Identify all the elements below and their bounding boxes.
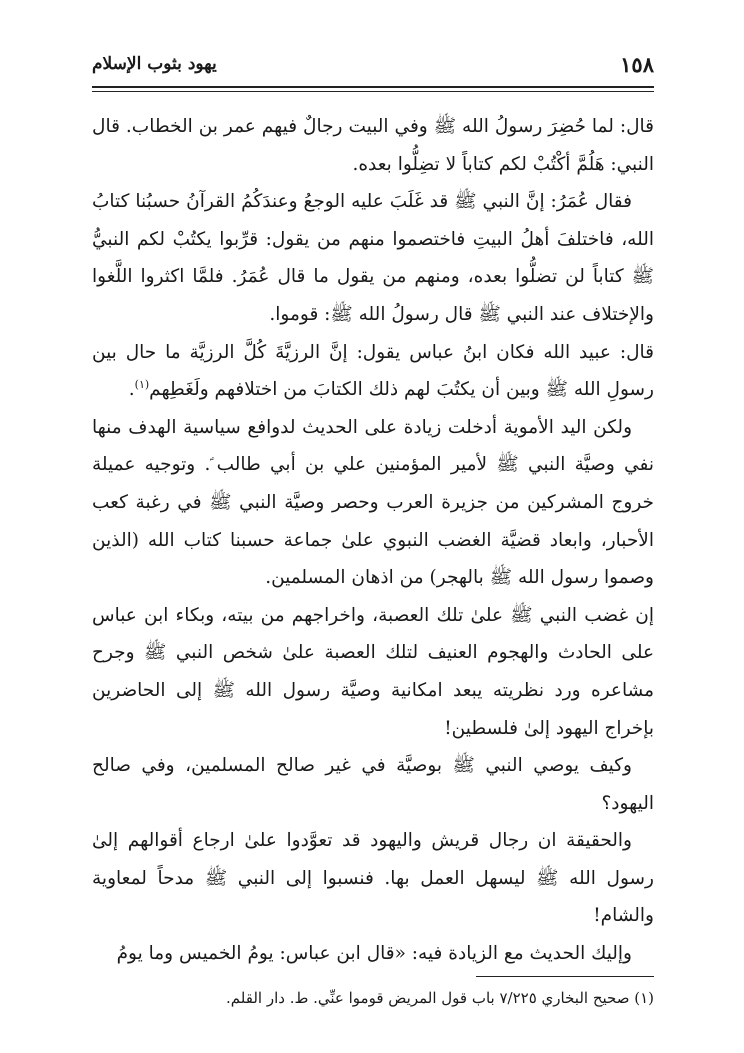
paragraph-3-tail: . bbox=[128, 379, 135, 401]
page-number: ١٥٨ bbox=[620, 52, 654, 77]
page-header bbox=[92, 50, 654, 84]
paragraph-7-text: والحقيقة ان رجال قريش واليهود قد تعوَّدوا علىٰ ارجاع أقوالهم إلىٰ رسول الله ﷺ ليسهل العمل بها. فنسبوا إلى النبي ﷺ مدحاً لمعاوية والشام! bbox=[92, 830, 654, 927]
paragraph-8-text: وإليك الحديث مع الزيادة فيه: «قال ابن عباس: يومُ الخميس وما يومُ bbox=[116, 943, 632, 965]
running-title: يهود بثوب الإسلام bbox=[92, 54, 217, 74]
paragraph-7 bbox=[92, 822, 654, 935]
paragraph-5-text: إن غضب النبي ﷺ علىٰ تلك العصبة، واخراجهم من بيته، وبكاء ابن عباس على الحادث والهجوم العنيف لتلك العصبة علىٰ شخص النبي ﷺ وجرح مشاعره ورد نظريته يبعد امكانية وصيَّة رسول الله ﷺ إلى الحاضرين بإخراج اليهود إلىٰ فلسطين! bbox=[92, 604, 654, 739]
paragraph-6 bbox=[92, 747, 654, 822]
paragraph-5 bbox=[92, 597, 654, 747]
footnote-text: (١) صحيح البخاري ٧/٢٢٥ باب قول المريض قوموا عنِّي. ط. دار القلم. bbox=[226, 989, 654, 1007]
paragraph-3-text: قال: عبيد الله فكان ابنُ عباس يقول: إنَّ الرزيَّةَ كُلَّ الرزيَّة ما حال بين رسولِ الله ﷺ وبين أن يكتُبَ لهم ذلك الكتابَ من اختلافهم ولَغَطِهم bbox=[92, 341, 654, 401]
header-rule-thin bbox=[92, 91, 654, 92]
footnote bbox=[92, 986, 654, 1010]
paragraph-1-text: قال: لما حُضِرَ رسولُ الله ﷺ وفي البيت رجالٌ فيهم عمر بن الخطاب. قال النبي: هَلُمَّ أكْتُبْ لكم كتاباً لا تضِلُّوا بعده. bbox=[92, 116, 654, 175]
paragraph-1 bbox=[92, 108, 654, 183]
footnote-rule bbox=[476, 976, 654, 977]
paragraph-4 bbox=[92, 409, 654, 597]
paragraph-3 bbox=[92, 334, 654, 409]
footnote-marker: (١) bbox=[134, 378, 150, 391]
paragraph-2 bbox=[92, 183, 654, 333]
paragraph-8 bbox=[92, 935, 654, 973]
paragraph-4-text: ولكن اليد الأموية أدخلت زيادة على الحديث لدوافع سياسية الهدف منها نفي وصيَّة النبي ﷺ لأمير المؤمنين علي بن أبي طالب ؑ. وتوجيه عميلة خروج المشركين من جزيرة العرب وحصر وصيَّة النبي ﷺ في رغبة كعب الأحبار، وابعاد قضيَّة الغضب النبوي علىٰ جماعة حسبنا كتاب الله (الذين وصموا رسول الله ﷺ بالهجر) من اذهان المسلمين. bbox=[92, 416, 654, 589]
header-rule-thick bbox=[92, 86, 654, 88]
paragraph-6-text: وكيف يوصي النبي ﷺ بوصيَّة في غير صالح المسلمين، وفي صالح اليهود؟ bbox=[92, 755, 654, 814]
paragraph-2-text: فقال عُمَرُ: إنَّ النبي ﷺ قد غَلَبَ عليه الوجعُ وعندَكُمُ القرآنُ حسبُنا كتابُ الله، فاختلفَ أهلُ البيتِ فاختصموا منهم من يقول: قرِّبوا يكتُبْ لكم النبيُّ ﷺ كتاباً لن تضلُّوا بعده، ومنهم من يقول ما قال عُمَرُ. فلمَّا اكثروا اللَّغوا والإختلاف عند النبي ﷺ قال رسولُ الله ﷺ: قوموا. bbox=[92, 191, 654, 325]
main-text bbox=[92, 108, 654, 973]
